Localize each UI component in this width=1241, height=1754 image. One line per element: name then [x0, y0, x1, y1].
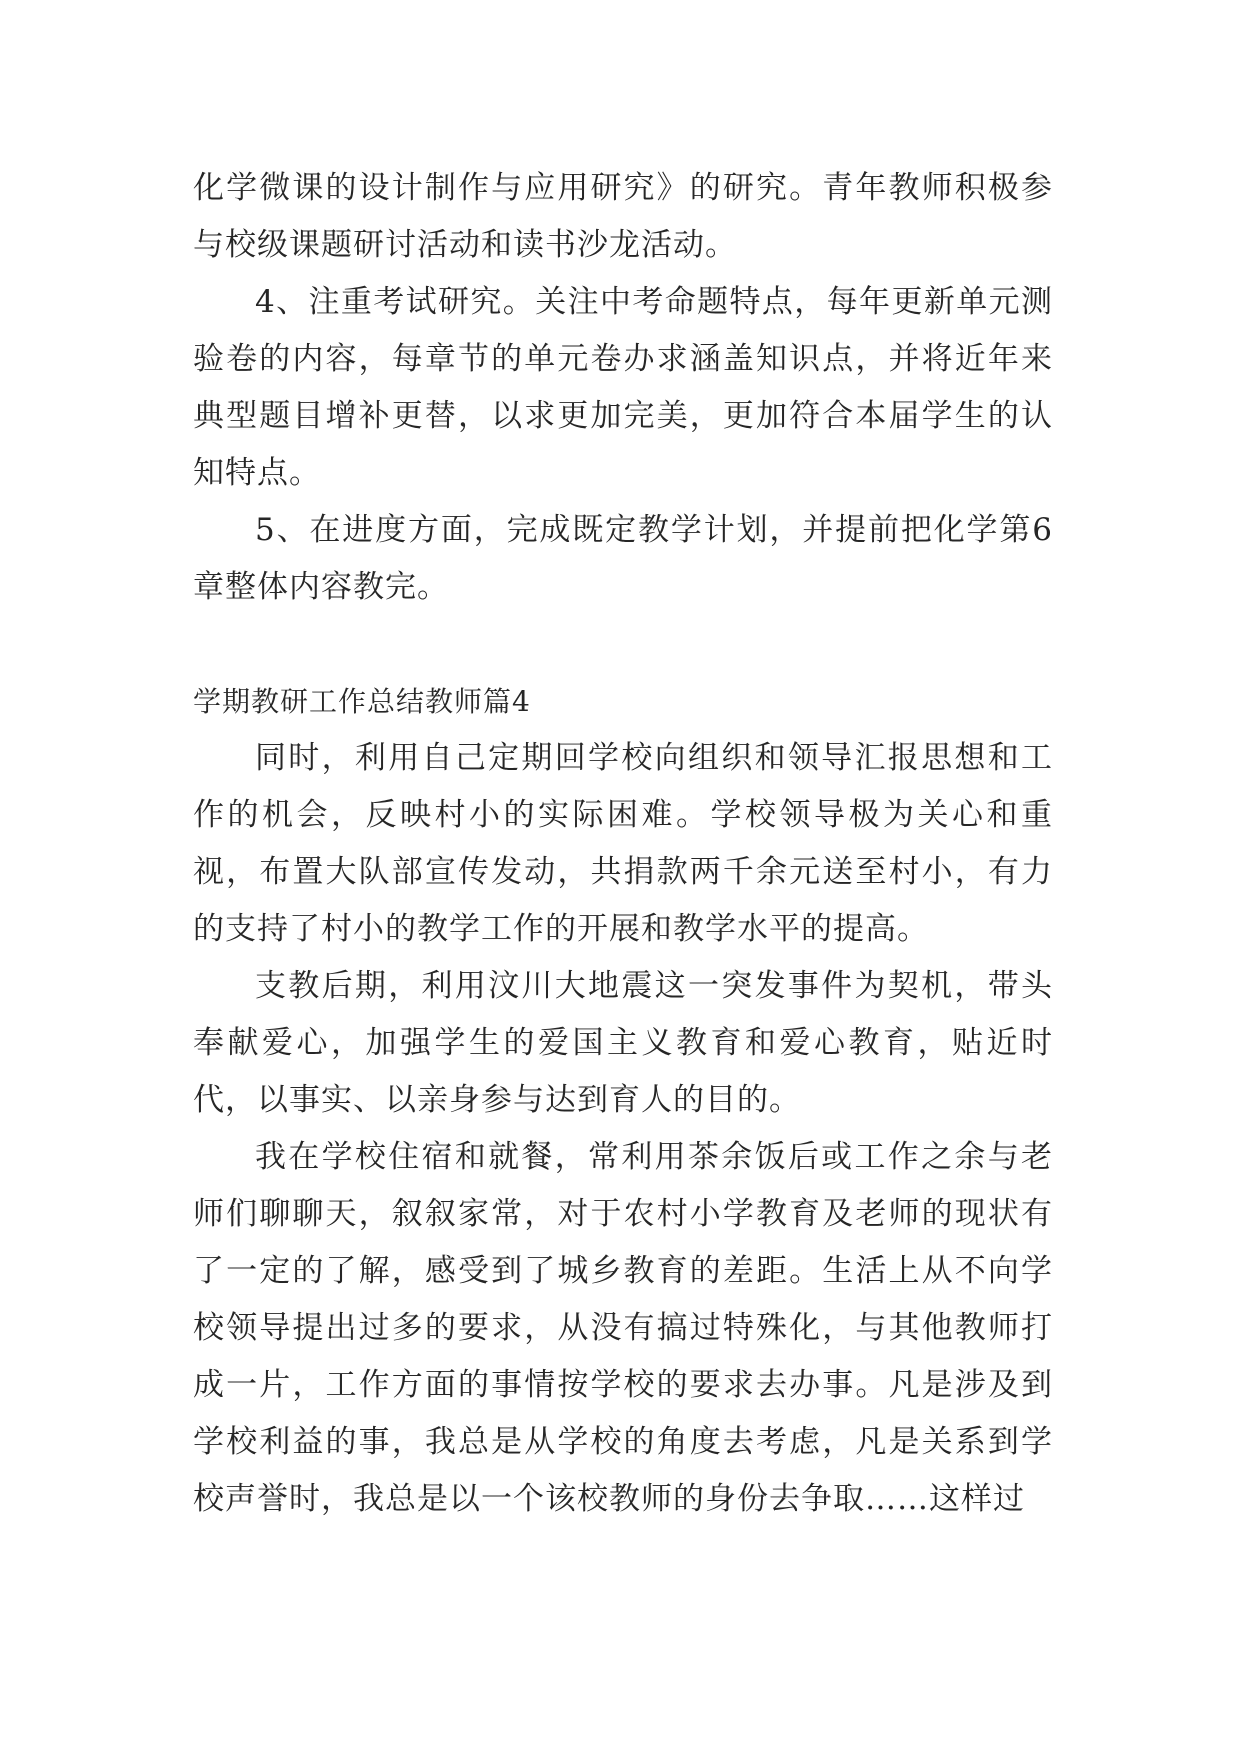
paragraph-report: 同时，利用自己定期回学校向组织和领导汇报思想和工作的机会，反映村小的实际困难。学校领导极为关心和重视，布置大队部宣传发动，共捐款两千余元送至村小，有力的支持了村小的教学工作的开展和教学水平的提高。	[193, 740, 1053, 947]
paragraph-daily-life: 我在学校住宿和就餐，常利用茶余饭后或工作之余与老师们聊聊天，叙叙家常，对于农村小学教育及老师的现状有了一定的了解，感受到了城乡教育的差距。生活上从不向学校领导提出过多的要求，从没有搞过特殊化，与其他教师打成一片，工作方面的事情按学校的要求去办事。凡是涉及到学校利益的事，我总是从学校的角度去考虑，凡是关系到学校声誉时，我总是以一个该校教师的身份去争取……这样过	[193, 1139, 1053, 1517]
section-spacer	[193, 616, 1053, 673]
section-heading: 学期教研工作总结教师篇4	[193, 685, 531, 718]
paragraph-progress: 5、在进度方面，完成既定教学计划，并提前把化学第6章整体内容教完。	[193, 512, 1053, 605]
paragraph-exam-research: 4、注重考试研究。关注中考命题特点，每年更新单元测验卷的内容，每章节的单元卷办求涵盖知识点，并将近年来典型题目增补更替，以求更加完美，更加符合本届学生的认知特点。	[193, 284, 1053, 491]
paragraph-continuation: 化学微课的设计制作与应用研究》的研究。青年教师积极参与校级课题研讨活动和读书沙龙活动。	[193, 170, 1053, 263]
document-body	[193, 160, 1053, 1528]
paragraph-earthquake: 支教后期，利用汶川大地震这一突发事件为契机，带头奉献爱心，加强学生的爱国主义教育和爱心教育，贴近时代，以事实、以亲身参与达到育人的目的。	[193, 968, 1053, 1118]
